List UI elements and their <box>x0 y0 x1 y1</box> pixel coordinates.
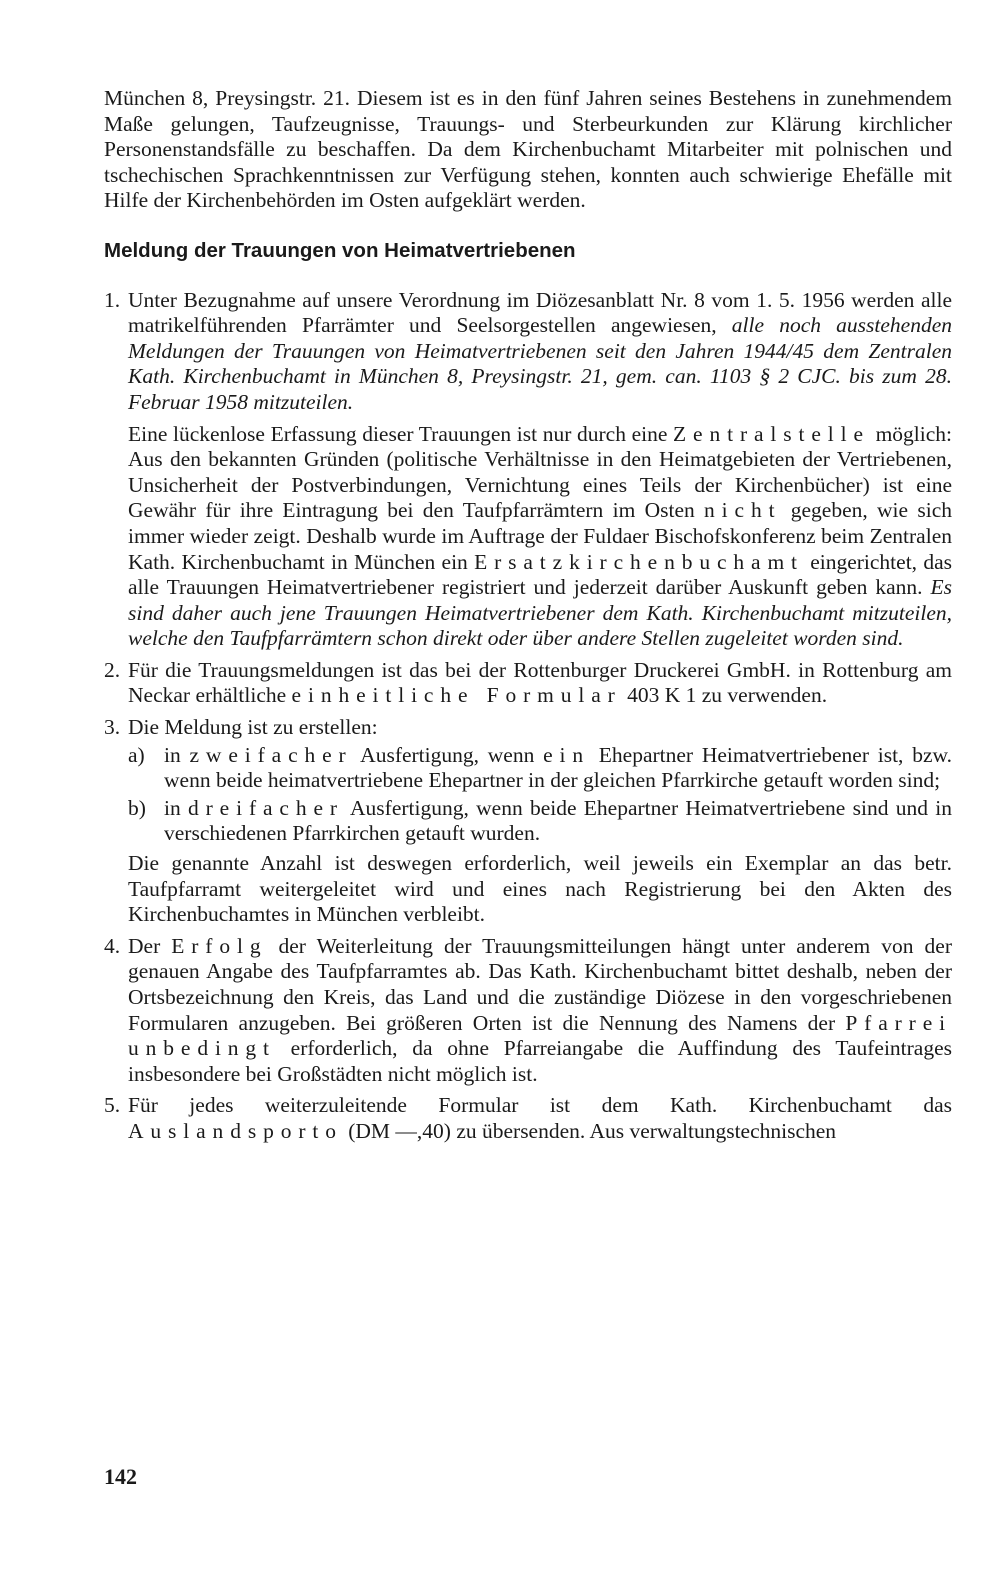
item-4-text: Der Erfolg der Weiterleitung der Trauungsmitteilungen hängt unter anderem von der genauen Angabe des Taufpfarramtes ab. Das Kath. Kirchenbuchamt bittet deshalb, neben der Ortsbezeichnung den Kreis, das Land und die zuständige Diözese in den vorgeschriebenen Formularen anzugeben. Bei größeren Orten ist die Nennung des Namens der Pfarrei unbedingt erforderlich, da ohne Pfarreiangabe die Auffindung des Taufeintrages insbesondere bei Großstädten nicht möglich ist. <box>128 933 952 1086</box>
sub-item-a: a) in zweifacher Ausfertigung, wenn ein Ehepartner Heimatvertriebener ist, bzw. wenn beide heimatvertriebene Ehepartner in der gleichen Pfarrkirche getauft worden sind; <box>128 742 952 793</box>
item-1-explanation-emphasis: Es sind daher auch jene Trauungen Heimatvertriebener dem Kath. Kirchenbuchamt mitzuteilen, welche den Taufpfarrämtern schon direkt oder über andere Stellen zugeleitet worden sind. <box>128 575 952 651</box>
list-item-3 <box>104 715 952 928</box>
section-heading: Meldung der Trauungen von Heimatvertriebenen <box>104 238 576 262</box>
page-body <box>104 86 952 1145</box>
item-2-text: Für die Trauungsmeldungen ist das bei der Rottenburger Druckerei GmbH. in Rottenburg am Neckar erhältliche einheitliche Formular 403 K 1 zu verwenden. <box>128 657 952 708</box>
sub-item-label: a) <box>128 742 145 767</box>
page-number: 142 <box>104 1464 137 1489</box>
sub-item-label: b) <box>128 795 146 820</box>
list-item-4 <box>104 934 952 1088</box>
item-3-note: Die genannte Anzahl ist deswegen erforderlich, weil jeweils ein Exemplar an das betr. Taufpfarramt weitergeleitet wird und eines nach Registrierung bei den Akten des Kirchenbuchamtes in München verbleibt. <box>128 851 952 927</box>
item-number: 5. <box>104 1093 121 1118</box>
intro-paragraph: München 8, Preysingstr. 21. Diesem ist es in den fünf Jahren seines Bestehens in zunehmendem Maße gelungen, Taufzeugnisse, Trauungs- und Sterbeurkunden zur Klärung kirchlicher Personenstandsfälle zu beschaffen. Da dem Kirchenbuchamt Mitarbeiter mit polnischen und tschechischen Sprachkenntnissen zur Verfügung stehen, konnten auch schwierige Ehefälle mit Hilfe der Kirchenbehörden im Osten aufgeklärt werden. <box>104 86 952 213</box>
item-1-emphasis: alle noch ausstehenden Meldungen der Trauungen von Heimatvertriebenen seit den Jahren 1944/45 dem Zentralen Kath. Kirchenbuchamt in München 8, Preysingstr. 21, gem. can. 1103 § 2 CJC. bis zum 28. Februar 1958 mitzuteilen. <box>128 313 952 414</box>
item-number: 2. <box>104 657 121 682</box>
item-number: 4. <box>104 933 121 958</box>
item-number: 3. <box>104 715 121 740</box>
item-1-explanation: Eine lückenlose Erfassung dieser Trauungen ist nur durch eine Zentralstelle möglich: Aus den bekannten Gründen (politische Verhältnisse in den Heimatgebieten der Vertriebenen, Unsicherheit der Postverbindungen, Vernichtung eines Teils der Kirchenbücher) ist eine Gewähr für ihre Eintragung bei den Taufpfarrämtern im Osten nicht gegeben, wie sich immer wieder zeigt. Deshalb wurde im Auftrage der Fuldaer Bischofskonferenz beim Zentralen Kath. Kirchenbuchamt in München ein Ersatzkirchenbuchamt eingerichtet, das alle Trauungen Heimatvertriebener registriert und jederzeit darüber Auskunft geben kann. Es sind daher auch jene Trauungen Heimatvertriebener dem Kath. Kirchenbuchamt mitzuteilen, welche den Taufpfarrämtern schon direkt oder über andere Stellen zugeleitet worden sind. <box>128 421 953 651</box>
item-3-text: Die Meldung ist zu erstellen: <box>128 715 378 740</box>
sub-item-b: b) in dreifacher Ausfertigung, wenn beide Ehepartner Heimatvertriebene sind und in verschiedenen Pfarrkirchen getauft wurden. <box>128 795 952 846</box>
item-number: 1. <box>104 287 121 312</box>
item-5-text: Für jedes weiterzuleitende Formular ist dem Kath. Kirchenbuchamt das Auslandsporto (DM —,40) zu übersenden. Aus verwaltungstechnischen <box>128 1093 952 1143</box>
list-item-2 <box>104 658 952 709</box>
list-item-5 <box>104 1093 952 1144</box>
item-1-text: Unter Bezugnahme auf unsere Verordnung im Diözesanblatt Nr. 8 vom 1. 5. 1956 werden alle matrikelführenden Pfarrämter und Seelsorgestellen angewiesen, alle noch ausstehenden Meldungen der Trauungen von Heimatvertriebenen seit den Jahren 1944/45 dem Zentralen Kath. Kirchenbuchamt in München 8, Preysingstr. 21, gem. can. 1103 § 2 CJC. bis zum 28. Februar 1958 mitzuteilen. <box>128 287 952 414</box>
list-item-1 <box>104 288 952 652</box>
